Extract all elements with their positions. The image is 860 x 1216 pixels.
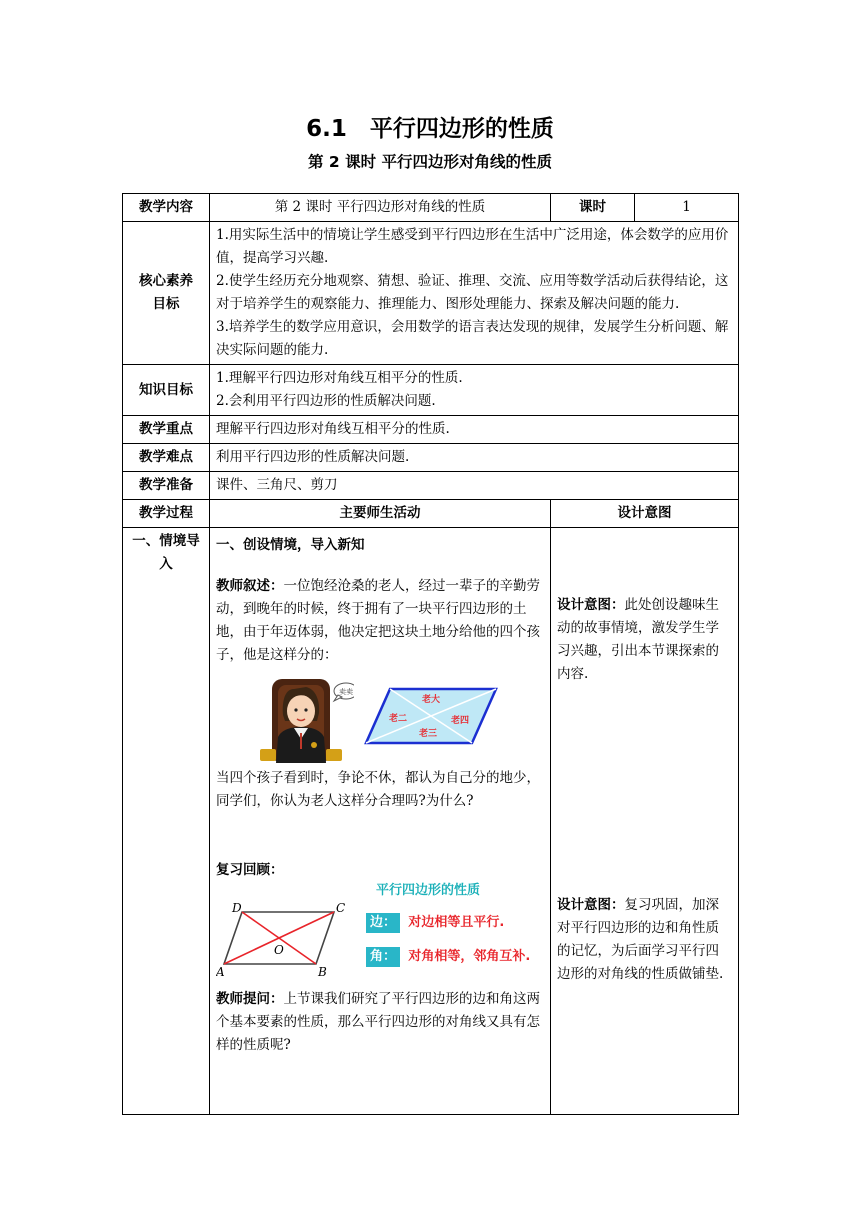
- land-part-2: 老二: [388, 714, 408, 724]
- row-stage-1: [123, 528, 739, 1115]
- old-man-illustration: [254, 675, 354, 763]
- story-lead: 教师叙述：: [216, 578, 284, 594]
- page-subtitle: 第 2 课时 平行四边形对角线的性质: [308, 153, 552, 171]
- core-goal-3: 3.培养学生的数学应用意识，会用数学的语言表达发现的规律，发展学生分析问题、解决实际问题的能力.: [216, 319, 729, 358]
- review-title: 复习回顾：: [216, 862, 284, 878]
- vertex-c: C: [336, 901, 346, 915]
- knowledge-label: 知识目标: [123, 365, 210, 416]
- hours-value: 1: [635, 194, 739, 222]
- intent-2-text: 复习巩固，加深对平行四边形的边和角性质的记忆，为后面学习平行四边形的对角线的性质做铺垫.: [557, 897, 724, 982]
- core-goal-1: 1.用实际生活中的情境让学生感受到平行四边形在生活中广泛用途，体会数学的应用价值，提高学习兴趣.: [216, 227, 729, 266]
- intent-1-text: 此处创设趣味生动的故事情境，激发学生学习兴趣，引出本节课探索的内容.: [557, 597, 719, 682]
- activity-label: 主要师生活动: [210, 500, 551, 528]
- land-part-1: 老大: [421, 695, 441, 705]
- row-prep: [123, 472, 739, 500]
- angle-text: 对角相等，邻角互补.: [408, 949, 531, 964]
- row-process-header: [123, 500, 739, 528]
- section-title: 一、创设情境，导入新知: [216, 537, 365, 553]
- content-value: 第 2 课时 平行四边形对角线的性质: [210, 194, 551, 222]
- angle-property: [366, 946, 530, 967]
- key-value: 理解平行四边形对角线互相平分的性质.: [210, 416, 739, 444]
- story-paragraph: [216, 575, 544, 667]
- process-label: 教学过程: [123, 500, 210, 528]
- review-figure: [216, 882, 544, 982]
- core-label-line1: 核心素养: [139, 273, 193, 289]
- land-parallelogram: [364, 685, 500, 749]
- side-label: 边：: [366, 913, 400, 933]
- story-text: 一位饱经沧桑的老人，经过一辈子的辛勤劳动，到晚年的时候，终于拥有了一块平行四边形的土地，由于年迈体弱，他决定把这块土地分给他的四个孩子，他是这样分的：: [216, 578, 540, 663]
- intent-label: 设计意图: [551, 500, 739, 528]
- land-part-3: 老三: [418, 729, 438, 739]
- hours-label: 课时: [551, 194, 635, 222]
- teacher-question-lead: 教师提问：: [216, 991, 284, 1007]
- review-heading: 平行四边形的性质: [376, 883, 481, 898]
- content-label: 教学内容: [123, 194, 210, 222]
- difficulty-value: 利用平行四边形的性质解决问题.: [210, 444, 739, 472]
- core-goal-2: 2.使学生经历充分地观察、猜想、验证、推理、交流、应用等数学活动后获得结论，这对于培养学生的观察能力、推理能力、图形处理能力、探索及解决问题的能力.: [216, 273, 729, 312]
- core-label: [123, 222, 210, 365]
- core-goals: [210, 222, 739, 365]
- knowledge-goal-1: 1.理解平行四边形对角线互相平分的性质.: [216, 370, 463, 386]
- intent-2-lead: 设计意图：: [557, 897, 625, 913]
- side-text: 对边相等且平行.: [408, 915, 505, 930]
- row-knowledge: [123, 365, 739, 416]
- vertex-o: O: [274, 943, 284, 957]
- speech-bubble-text: 卖卖: [339, 688, 353, 696]
- stage-label: 一、情境导入: [123, 528, 210, 1115]
- difficulty-label: 教学难点: [123, 444, 210, 472]
- story-figure: [216, 675, 544, 763]
- land-part-4: 老四: [450, 716, 470, 726]
- question-paragraph: 当四个孩子看到时，争论不休，都认为自己分的地少，同学们，你认为老人这样分合理吗?为什么?: [216, 770, 540, 809]
- row-difficulty: [123, 444, 739, 472]
- key-label: 教学重点: [123, 416, 210, 444]
- vertex-d: D: [232, 901, 242, 915]
- intent-2: [557, 894, 732, 986]
- knowledge-goals: [210, 365, 739, 416]
- intent-cell: [551, 528, 739, 1115]
- row-content: [123, 194, 739, 222]
- core-label-line2: 目标: [152, 296, 180, 312]
- page-title: 6.1 平行四边形的性质: [306, 116, 554, 142]
- prep-value: 课件、三角尺、剪刀: [210, 472, 739, 500]
- side-property: [366, 912, 504, 933]
- row-core-goals: [123, 222, 739, 365]
- vertex-a: A: [216, 965, 225, 979]
- lesson-plan-table: [122, 193, 739, 1115]
- vertex-b: B: [318, 965, 327, 979]
- teacher-question-paragraph: [216, 988, 544, 1057]
- row-key-point: [123, 416, 739, 444]
- activity-cell: [210, 528, 551, 1115]
- angle-label: 角：: [366, 947, 400, 967]
- knowledge-goal-2: 2.会利用平行四边形的性质解决问题.: [216, 393, 436, 409]
- teacher-question-text: 上节课我们研究了平行四边形的边和角这两个基本要素的性质，那么平行四边形的对角线又具有怎样的性质呢?: [216, 991, 540, 1053]
- intent-1-lead: 设计意图：: [557, 597, 625, 613]
- prep-label: 教学准备: [123, 472, 210, 500]
- parallelogram-abcd: [216, 900, 356, 980]
- intent-1: [557, 594, 732, 686]
